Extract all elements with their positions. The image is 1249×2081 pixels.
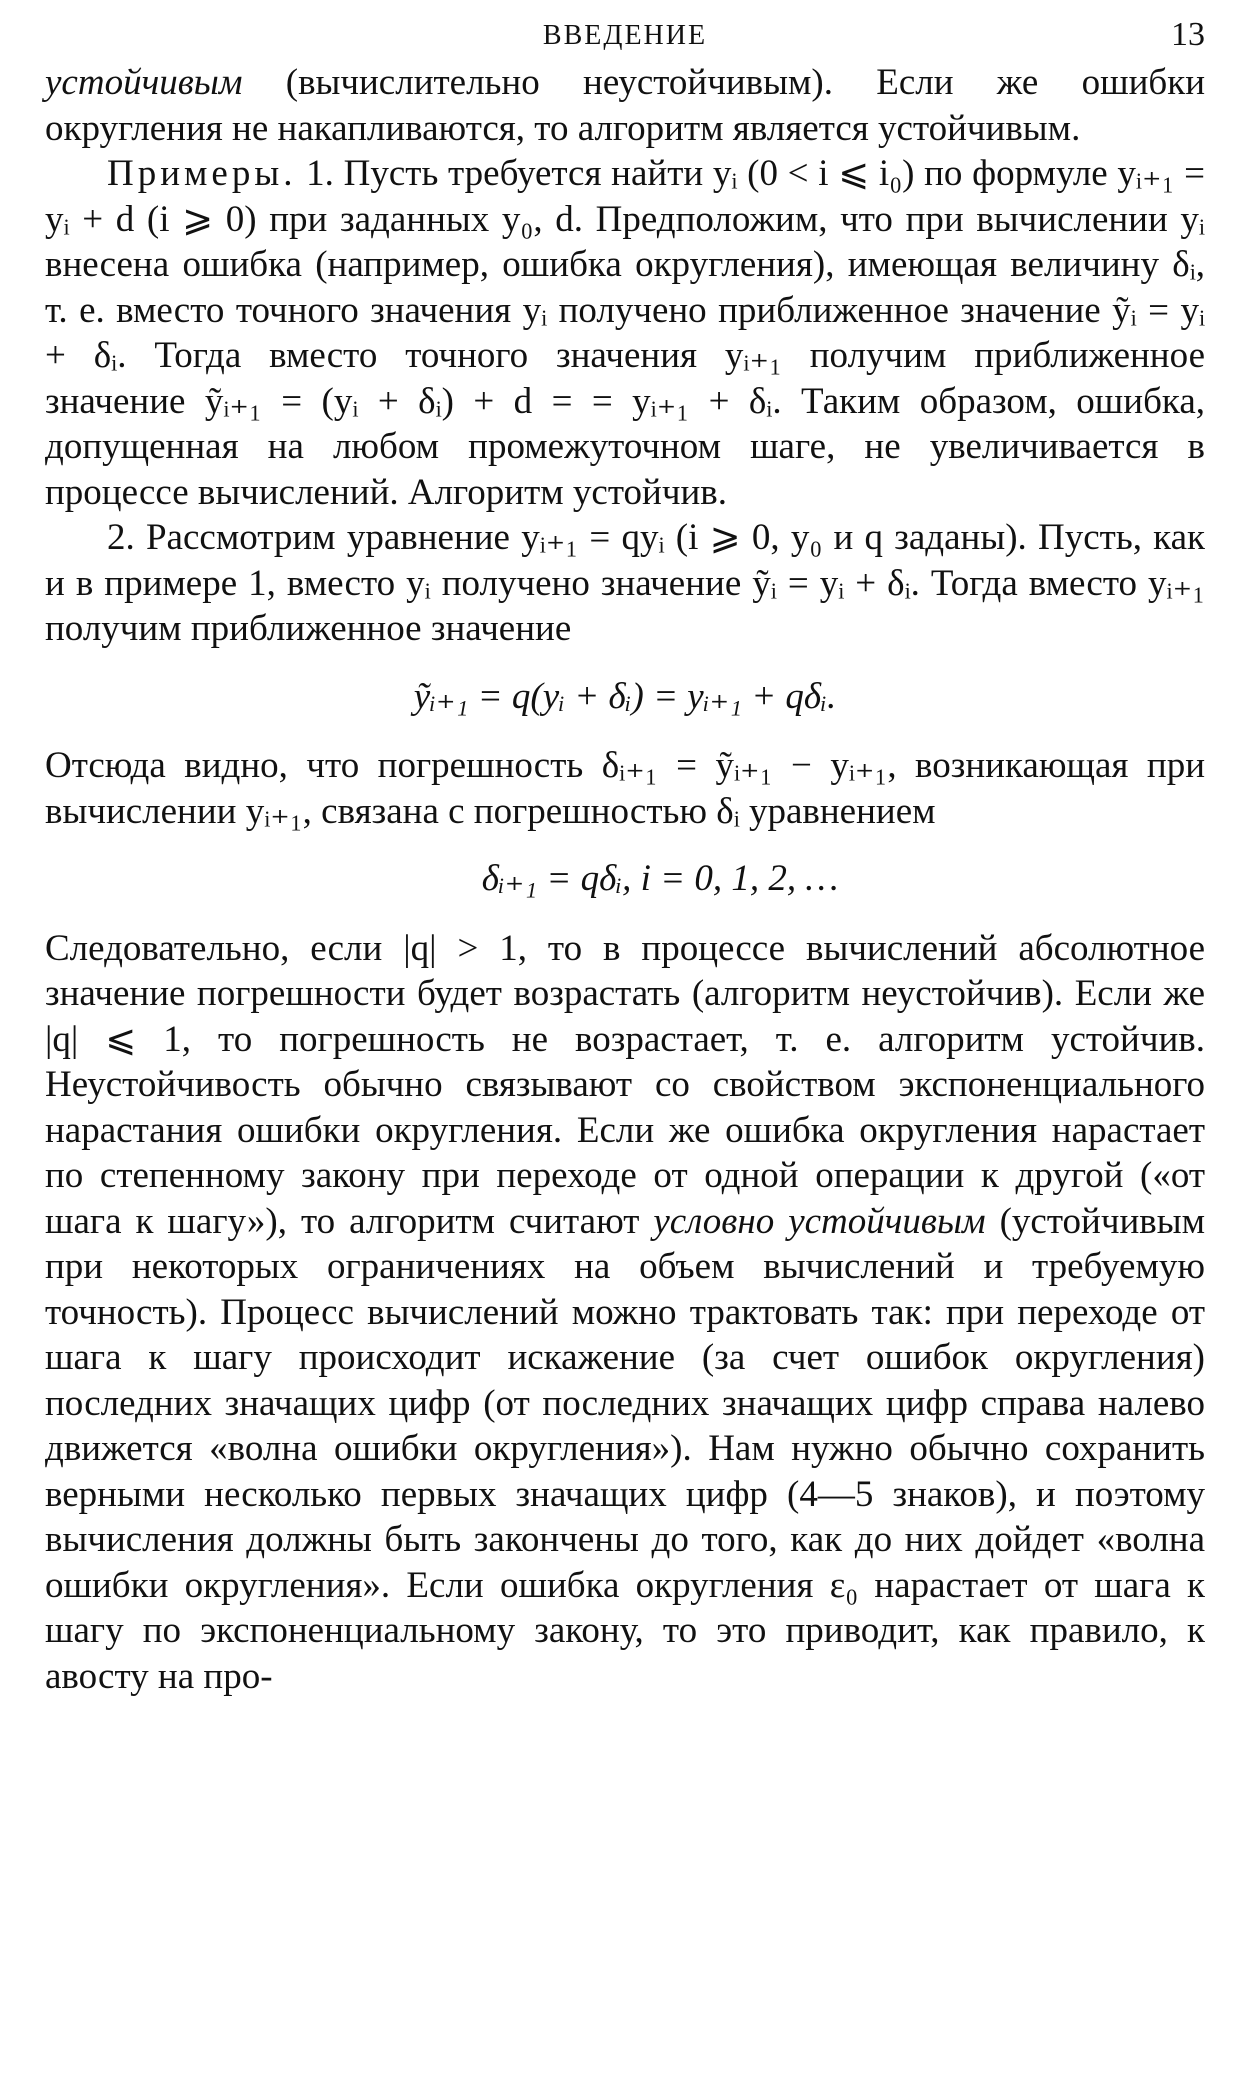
- paragraph-1-text: (вычислительно неустойчивым). Если же ошибки округления не накапливаются, то алгоритм является устойчивым.: [45, 62, 1205, 149]
- paragraph-example-2-text: 2. Рассмотрим уравнение yᵢ₊₁ = qyᵢ (i ⩾ 0, y₀ и q заданы). Пусть, как и в примере 1, вместо yᵢ получено значение ỹᵢ = yᵢ + δᵢ. Тогда вместо yᵢ₊₁ получим приближенное значение: [45, 517, 1205, 649]
- page-number: 13: [1171, 16, 1205, 53]
- formula-error-recurrence: δᵢ₊₁ = qδᵢ, i = 0, 1, 2, …: [481, 858, 839, 899]
- paragraph-consequence: [45, 926, 1205, 1700]
- paragraph-examples: [45, 151, 1205, 515]
- formula-perturbed-value: ỹᵢ₊₁ = q(yᵢ + δᵢ) = yᵢ₊₁ + qδᵢ.: [413, 675, 837, 717]
- paragraph-examples-text: 1. Пусть требуется найти yᵢ (0 < i ⩽ i₀) по формуле yᵢ₊₁ = yᵢ + d (i ⩾ 0) при заданных y₀, d. Предположим, что при вычислении yᵢ внесена ошибка (например, ошибка округления), имеющая величину δᵢ, т. е. вместо точного значения yᵢ получено приближенное значение ỹᵢ = yᵢ + δᵢ. Тогда вместо точного значения yᵢ₊₁ получим приближенное значение ỹᵢ₊₁ = (yᵢ + δᵢ) + d = = yᵢ₊₁ + δᵢ. Таким образом, ошибка, допущенная на любом промежуточном шаге, не увеличивается в процессе вычислений. Алгоритм устойчив.: [45, 153, 1205, 513]
- italic-term-conditionally-stable: условно устойчивым: [653, 1200, 986, 1242]
- page-header: [45, 10, 1205, 60]
- paragraph-consequence-text-after: (устойчивым при некоторых ограничениях на объем вычислений и требуемую точность). Процесс вычислений можно трактовать так: при переходе от шага к шагу происходит искажение (за счет ошибок округления) последних значащих цифр (от последних значащих цифр справа налево движется «волна ошибки округления»). Нам нужно обычно сохранить верными несколько первых значащих цифр (4—5 знаков), и поэтому вычисления должны быть закончены до того, как до них дойдет «волна ошибки округления». Если ошибка округления ε₀ нарастает от шага к шагу по экспоненциальному закону, то это приводит, как правило, к авосту на про-: [45, 1200, 1205, 1697]
- paragraph-consequence-text-before: Следовательно, если |q| > 1, то в процессе вычислений абсолютное значение погрешности будет возрастать (алгоритм неустойчив). Если же |q| ⩽ 1, то погрешность не возрастает, т. е. алгоритм устойчив. Неустойчивость обычно связывают со свойством экспоненциального нарастания ошибки округления. Если же ошибка округления нарастает по степенному закону при переходе от одной операции к другой («от шага к шагу»), то алгоритм считают: [45, 927, 1205, 1242]
- body-text: [45, 60, 1205, 1699]
- paragraph-example-2: [45, 515, 1205, 652]
- paragraph-error-relation-text: Отсюда видно, что погрешность δᵢ₊₁ = ỹᵢ₊₁ − yᵢ₊₁, возникающая при вычислении yᵢ₊₁, связана с погрешностью δᵢ уравнением: [45, 745, 1205, 832]
- book-page: [45, 10, 1205, 2070]
- examples-lead: Примеры.: [107, 153, 297, 194]
- italic-term-stable: устойчивым: [45, 62, 243, 103]
- paragraph-error-relation: [45, 743, 1205, 834]
- paragraph-1: [45, 60, 1205, 151]
- running-head: ВВЕДЕНИЕ: [542, 20, 708, 51]
